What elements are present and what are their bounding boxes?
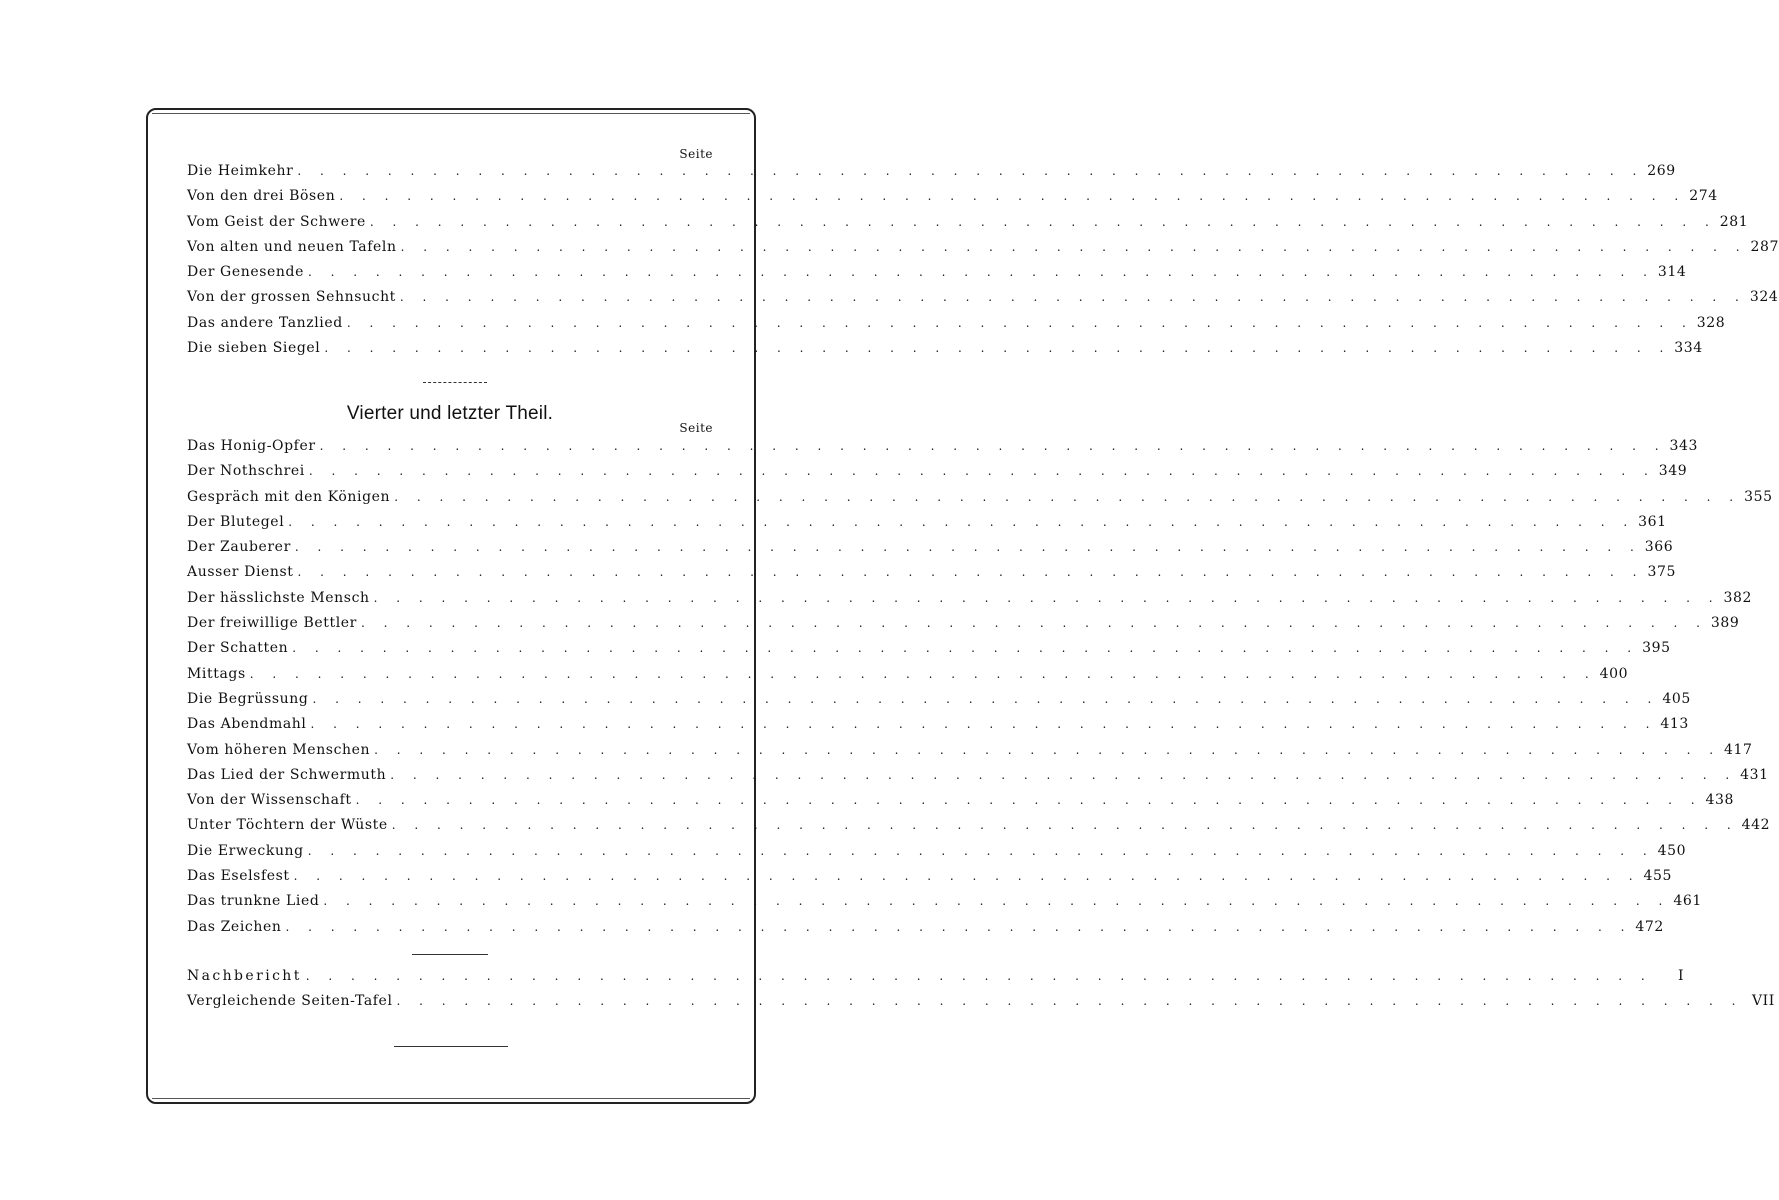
toc-entry: [187, 539, 1674, 564]
appendix-divider: [412, 954, 488, 955]
dot-leader: . . . . . . . . . . . . . . . . . . . . . . . . . . . . . . . . . . . . . . . . . . . . . . . . . . . . . . . . . . . .: [312, 691, 1659, 706]
dot-leader: . . . . . . . . . . . . . . . . . . . . . . . . . . . . . . . . . . . . . . . . . . . . . . . . . . . . . . . . . . . .: [355, 793, 1703, 808]
dot-leader: . . . . . . . . . . . . . . . . . . . . . . . . . . . . . . . . . . . . . . . . . . . . . . . . . . . . . . . . . . . .: [339, 189, 1686, 204]
dot-leader: . . . . . . . . . . . . . . . . . . . . . . . . . . . . . . . . . . . . . . . . . . . . . . . . . . . . . . . . . . . .: [308, 464, 1656, 479]
toc-entry: [187, 817, 1771, 842]
toc-entry: [187, 665, 1629, 691]
toc-entry-title: Das Eselsfest: [187, 868, 294, 884]
dot-leader: . . . . . . . . . . . . . . . . . . . . . . . . . . . . . . . . . . . . . . . . . . . . . . . . . . . . . . . . . . . .: [390, 767, 1737, 782]
dot-leader: . . . . . . . . . . . . . . . . . . . . . . . . . . . . . . . . . . . . . . . . . . . . . . . . . . . . . . . . . . . .: [324, 341, 1671, 356]
toc-entry: [187, 238, 1779, 264]
toc-entry-title: Mittags: [187, 666, 250, 682]
dot-leader: . . . . . . . . . . . . . . . . . . . . . . . . . . . . . . . . . . . . . . . . . . . . . . . . . . . . . . . . . . . .: [285, 919, 1632, 934]
toc-entry: [187, 968, 1685, 993]
toc-entry: [187, 289, 1779, 314]
toc-entry-page: 431: [1740, 766, 1769, 783]
dot-leader: . . . . . . . . . . . . . . . . . . . . . . . . . . . . . . . . . . . . . . . . . . . . . . . . . . . . . . . . . . . .: [319, 439, 1667, 453]
toc-entry: [187, 615, 1740, 640]
dot-leader: . . . . . . . . . . . . . . . . . . . . . . . . . . . . . . . . . . . . . . . . . . . . . . . . . . . . . . . . . . . .: [305, 969, 1653, 983]
toc-entry-title: Das Abendmahl: [187, 716, 310, 732]
toc-entry: [187, 842, 1687, 868]
toc-entry-page: VII: [1751, 993, 1775, 1010]
toc-entry-page: 349: [1658, 463, 1688, 480]
toc-entry-page: 472: [1635, 918, 1664, 935]
toc-entry: [187, 463, 1688, 488]
seite-label: Seite: [679, 147, 713, 161]
toc-entry-title: Der Zauberer: [187, 539, 295, 555]
toc-entry-title: Das andere Tanzlied: [187, 315, 347, 331]
toc-entry-page: 461: [1673, 893, 1702, 910]
toc-entry-title: Die Begrüssung: [187, 691, 312, 707]
toc-entry-title: Nachbericht: [187, 968, 306, 984]
toc-entry-page: I: [1678, 968, 1685, 984]
toc-entry: [187, 690, 1691, 716]
toc-entry: [187, 264, 1687, 289]
toc-entry-title: Die Erweckung: [187, 843, 308, 859]
toc-entry-page: 355: [1744, 488, 1773, 505]
dot-leader: . . . . . . . . . . . . . . . . . . . . . . . . . . . . . . . . . . . . . . . . . . . . . . . . . . . . . . . . . . . .: [400, 239, 1748, 254]
section-divider: [423, 382, 487, 383]
toc-entry-page: 455: [1643, 868, 1673, 885]
toc-entry-page: 361: [1638, 513, 1667, 530]
dot-leader: . . . . . . . . . . . . . . . . . . . . . . . . . . . . . . . . . . . . . . . . . . . . . . . . . . . . . . . . . . . .: [249, 666, 1597, 681]
toc-entry: [187, 589, 1753, 615]
toc-entry-page: 413: [1660, 716, 1689, 733]
toc-entry-title: Der Blutegel: [187, 514, 288, 530]
dot-leader: . . . . . . . . . . . . . . . . . . . . . . . . . . . . . . . . . . . . . . . . . . . . . . . . . . . . . . . . . . . .: [391, 818, 1739, 833]
dot-leader: . . . . . . . . . . . . . . . . . . . . . . . . . . . . . . . . . . . . . . . . . . . . . . . . . . . . . . . . . . . .: [294, 540, 1642, 555]
toc-entry-page: 438: [1705, 792, 1735, 809]
dot-leader: . . . . . . . . . . . . . . . . . . . . . . . . . . . . . . . . . . . . . . . . . . . . . . . . . . . . . . . . . . . .: [369, 214, 1717, 229]
dot-leader: . . . . . . . . . . . . . . . . . . . . . . . . . . . . . . . . . . . . . . . . . . . . . . . . . . . . . . . . . . . .: [297, 164, 1644, 178]
dot-leader: . . . . . . . . . . . . . . . . . . . . . . . . . . . . . . . . . . . . . . . . . . . . . . . . . . . . . . . . . . . .: [396, 994, 1743, 1009]
toc-entry: [187, 868, 1673, 893]
toc-entry: [187, 640, 1671, 665]
toc-entry-page: 395: [1642, 640, 1671, 657]
toc-entry-page: 450: [1657, 842, 1687, 859]
seite-label: Seite: [679, 421, 713, 435]
toc-entry-title: Die sieben Siegel: [187, 340, 324, 356]
toc-list-appendix: [187, 968, 1775, 1019]
toc-entry-page: 274: [1689, 188, 1718, 205]
dot-leader: . . . . . . . . . . . . . . . . . . . . . . . . . . . . . . . . . . . . . . . . . . . . . . . . . . . . . . . . . . . .: [399, 290, 1747, 305]
toc-entry-title: Der hässlichste Mensch: [187, 590, 374, 606]
dot-leader: . . . . . . . . . . . . . . . . . . . . . . . . . . . . . . . . . . . . . . . . . . . . . . . . . . . . . . . . . . . .: [307, 265, 1655, 280]
toc-entry-title: Der freiwillige Bettler: [187, 615, 361, 631]
toc-entry-page: 328: [1696, 314, 1726, 331]
toc-entry-title: Der Nothschrei: [187, 463, 309, 479]
toc-entry-title: Gespräch mit den Königen: [187, 489, 394, 505]
toc-entry-title: Vergleichende Seiten-Tafel: [187, 993, 397, 1009]
dot-leader: . . . . . . . . . . . . . . . . . . . . . . . . . . . . . . . . . . . . . . . . . . . . . . . . . . . . . . . . . . . .: [373, 590, 1721, 605]
part4-heading: Vierter und letzter Theil.: [346, 403, 554, 424]
toc-entry-page: 389: [1710, 615, 1740, 632]
toc-entry-page: 442: [1741, 817, 1771, 834]
toc-entry: [187, 340, 1703, 365]
toc-entry-title: Von alten und neuen Tafeln: [187, 239, 401, 255]
toc-entry-title: Ausser Dienst: [187, 564, 298, 580]
dot-leader: . . . . . . . . . . . . . . . . . . . . . . . . . . . . . . . . . . . . . . . . . . . . . . . . . . . . . . . . . . . .: [292, 641, 1639, 656]
toc-entry-title: Von der grossen Sehnsucht: [187, 289, 400, 305]
toc-entry-title: Vom Geist der Schwere: [187, 214, 370, 230]
toc-entry-page: 281: [1719, 213, 1749, 230]
toc-entry-page: 382: [1723, 589, 1753, 606]
toc-entry: [187, 792, 1735, 817]
toc-entry: [187, 513, 1667, 539]
dot-leader: . . . . . . . . . . . . . . . . . . . . . . . . . . . . . . . . . . . . . . . . . . . . . . . . . . . . . . . . . . . .: [346, 315, 1694, 330]
toc-entry-page: 400: [1599, 665, 1629, 682]
toc-entry: [187, 741, 1753, 767]
toc-entry-title: Vom höheren Menschen: [187, 742, 374, 758]
closing-rule: [394, 1046, 508, 1047]
toc-entry-title: Der Schatten: [187, 640, 292, 656]
toc-entry-title: Das Zeichen: [187, 919, 285, 935]
toc-entry: [187, 918, 1664, 944]
toc-entry-page: 417: [1724, 741, 1753, 758]
dot-leader: . . . . . . . . . . . . . . . . . . . . . . . . . . . . . . . . . . . . . . . . . . . . . . . . . . . . . . . . . . . .: [360, 616, 1708, 631]
toc-entry: [187, 716, 1689, 741]
dot-leader: . . . . . . . . . . . . . . . . . . . . . . . . . . . . . . . . . . . . . . . . . . . . . . . . . . . . . . . . . . . .: [307, 843, 1655, 858]
toc-entry-page: 314: [1657, 264, 1687, 281]
toc-entry-title: Das trunkne Lied: [187, 893, 323, 909]
dot-leader: . . . . . . . . . . . . . . . . . . . . . . . . . . . . . . . . . . . . . . . . . . . . . . . . . . . . . . . . . . . .: [310, 717, 1657, 732]
toc-entry-page: 366: [1644, 539, 1674, 556]
toc-entry: [187, 213, 1749, 239]
toc-entry: [187, 188, 1718, 213]
toc-list-part4: [187, 438, 1773, 944]
dot-leader: . . . . . . . . . . . . . . . . . . . . . . . . . . . . . . . . . . . . . . . . . . . . . . . . . . . . . . . . . . . .: [374, 742, 1721, 757]
toc-entry: [187, 893, 1702, 918]
toc-entry-title: Von den drei Bösen: [187, 188, 339, 204]
dot-leader: . . . . . . . . . . . . . . . . . . . . . . . . . . . . . . . . . . . . . . . . . . . . . . . . . . . . . . . . . . . .: [293, 869, 1641, 884]
toc-entry-title: Unter Töchtern der Wüste: [187, 817, 392, 833]
toc-entry-title: Die Heimkehr: [187, 163, 297, 179]
toc-entry-title: Der Genesende: [187, 264, 308, 280]
toc-list-part3: [187, 163, 1779, 365]
toc-entry-page: 405: [1662, 690, 1691, 707]
toc-entry-page: 343: [1669, 438, 1699, 454]
toc-entry: [187, 488, 1773, 514]
toc-entry-page: 334: [1674, 340, 1703, 357]
dot-leader: . . . . . . . . . . . . . . . . . . . . . . . . . . . . . . . . . . . . . . . . . . . . . . . . . . . . . . . . . . . .: [288, 514, 1635, 529]
toc-entry-title: Das Lied der Schwermuth: [187, 767, 390, 783]
toc-entry-title: Das Honig-Opfer: [187, 438, 320, 454]
dot-leader: . . . . . . . . . . . . . . . . . . . . . . . . . . . . . . . . . . . . . . . . . . . . . . . . . . . . . . . . . . . .: [297, 565, 1644, 580]
toc-entry: [187, 163, 1676, 188]
toc-entry-page: 324: [1749, 289, 1779, 306]
toc-entry-page: 269: [1647, 163, 1676, 179]
toc-entry-page: 375: [1647, 564, 1676, 581]
toc-entry: [187, 766, 1769, 792]
toc-entry: [187, 438, 1699, 463]
toc-entry-title: Von der Wissenschaft: [187, 792, 356, 808]
toc-entry: [187, 993, 1775, 1018]
dot-leader: . . . . . . . . . . . . . . . . . . . . . . . . . . . . . . . . . . . . . . . . . . . . . . . . . . . . . . . . . . . .: [323, 894, 1670, 909]
toc-entry: [187, 314, 1726, 340]
toc-entry: [187, 564, 1676, 589]
dot-leader: . . . . . . . . . . . . . . . . . . . . . . . . . . . . . . . . . . . . . . . . . . . . . . . . . . . . . . . . . . . .: [394, 489, 1741, 504]
toc-entry-page: 287: [1750, 238, 1779, 255]
